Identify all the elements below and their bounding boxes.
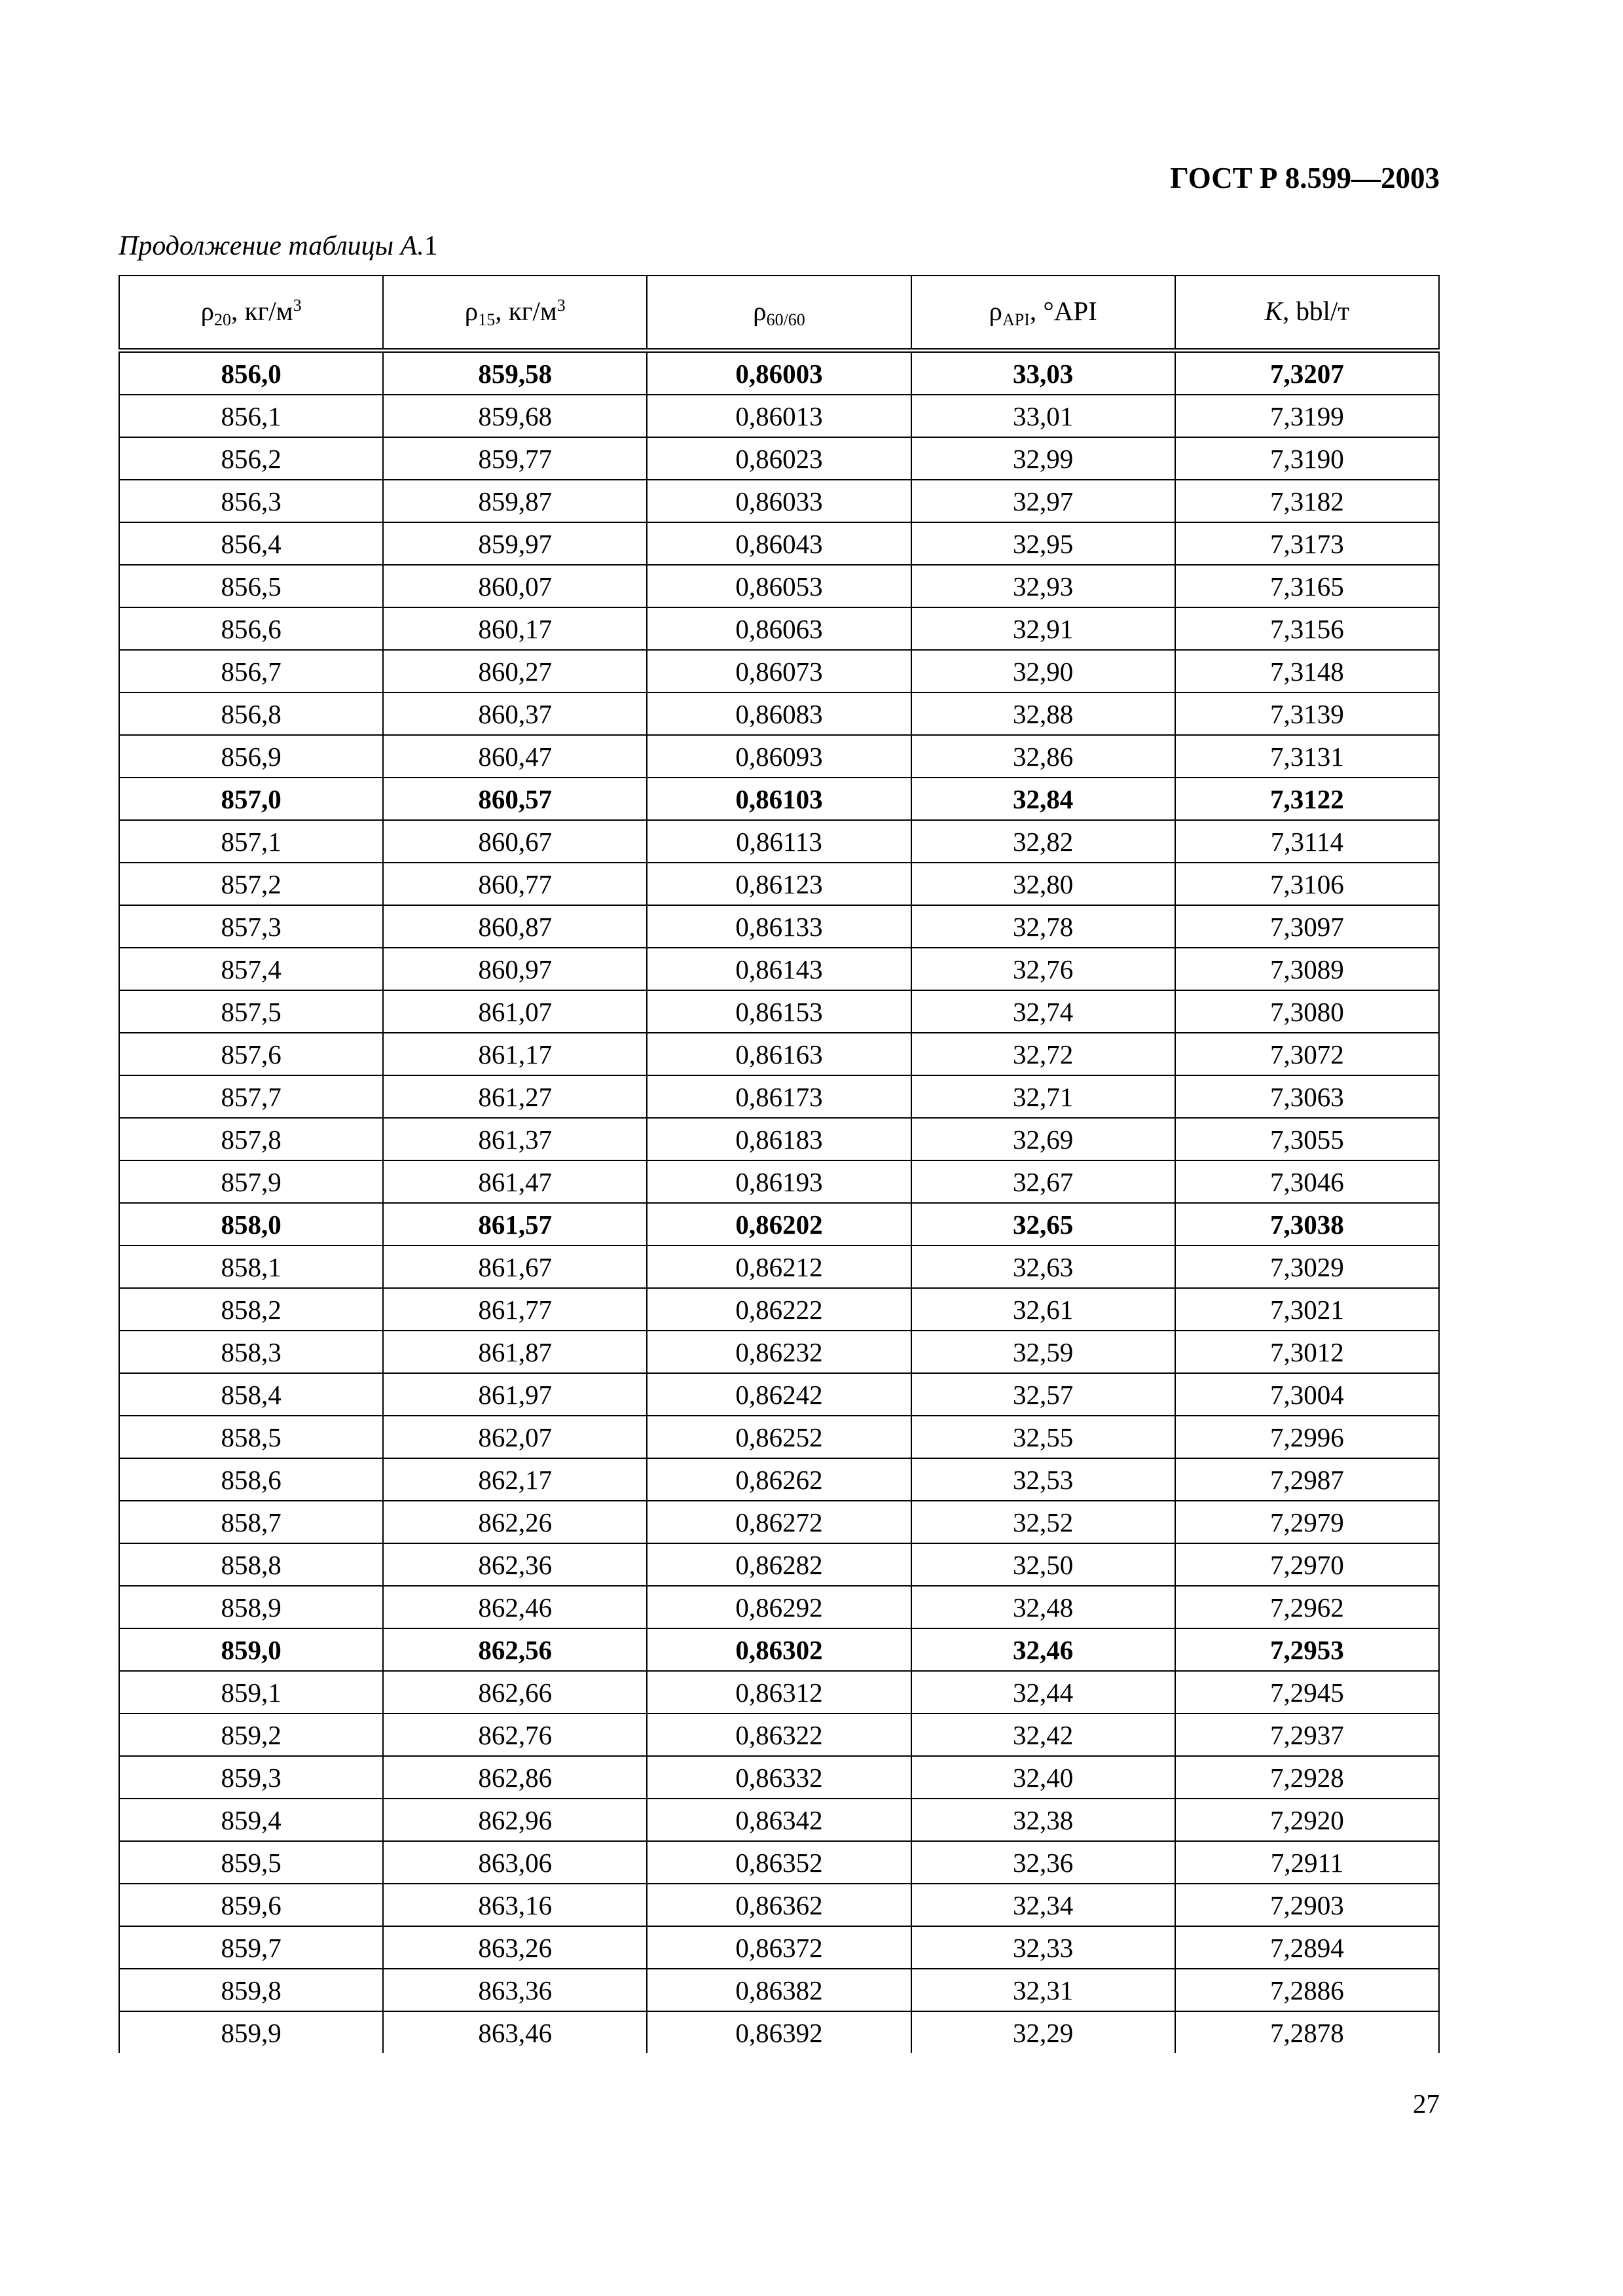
table-row — [119, 990, 1439, 1033]
cell-rho20: 859,5 — [119, 1841, 383, 1884]
cell-rho15: 860,27 — [383, 650, 647, 692]
cell-rho-api: 32,65 — [911, 1203, 1175, 1246]
cell-rho60-60: 0,86302 — [647, 1628, 911, 1671]
header-rho-api: $\rho_{API}$, °API — [911, 276, 1175, 351]
cell-rho15: 859,97 — [383, 522, 647, 565]
cell-rho15: 859,68 — [383, 395, 647, 437]
cell-rho20: 858,8 — [119, 1543, 383, 1586]
cell-rho60-60: 0,86242 — [647, 1373, 911, 1416]
cell-rho-api: 33,03 — [911, 351, 1175, 395]
density-table — [119, 275, 1440, 2053]
cell-rho-api: 32,52 — [911, 1501, 1175, 1543]
cell-rho-api: 32,97 — [911, 480, 1175, 522]
cell-rho15: 860,37 — [383, 692, 647, 735]
table-row — [119, 1160, 1439, 1203]
cell-rho20: 859,1 — [119, 1671, 383, 1713]
cell-k-bbl: 7,3182 — [1175, 480, 1439, 522]
cell-rho60-60: 0,86163 — [647, 1033, 911, 1075]
cell-rho20: 857,0 — [119, 778, 383, 820]
cell-rho20: 858,7 — [119, 1501, 383, 1543]
table-row — [119, 565, 1439, 607]
cell-rho-api: 32,57 — [911, 1373, 1175, 1416]
cell-k-bbl: 7,3029 — [1175, 1246, 1439, 1288]
cell-rho60-60: 0,86183 — [647, 1118, 911, 1160]
cell-rho20: 856,5 — [119, 565, 383, 607]
cell-rho-api: 32,69 — [911, 1118, 1175, 1160]
cell-rho15: 859,58 — [383, 351, 647, 395]
cell-rho20: 857,3 — [119, 905, 383, 948]
cell-rho15: 861,27 — [383, 1075, 647, 1118]
cell-k-bbl: 7,3004 — [1175, 1373, 1439, 1416]
cell-k-bbl: 7,3173 — [1175, 522, 1439, 565]
cell-rho60-60: 0,86173 — [647, 1075, 911, 1118]
cell-rho-api: 32,53 — [911, 1458, 1175, 1501]
cell-k-bbl: 7,2903 — [1175, 1884, 1439, 1926]
cell-rho-api: 32,90 — [911, 650, 1175, 692]
cell-rho15: 862,86 — [383, 1756, 647, 1799]
cell-rho20: 857,6 — [119, 1033, 383, 1075]
cell-rho15: 861,57 — [383, 1203, 647, 1246]
cell-rho60-60: 0,86212 — [647, 1246, 911, 1288]
table-row — [119, 480, 1439, 522]
cell-rho15: 863,16 — [383, 1884, 647, 1926]
cell-k-bbl: 7,2911 — [1175, 1841, 1439, 1884]
cell-rho15: 860,07 — [383, 565, 647, 607]
cell-k-bbl: 7,2920 — [1175, 1799, 1439, 1841]
cell-k-bbl: 7,3089 — [1175, 948, 1439, 990]
table-row — [119, 1713, 1439, 1756]
cell-k-bbl: 7,2970 — [1175, 1543, 1439, 1586]
cell-rho15: 862,36 — [383, 1543, 647, 1586]
cell-rho60-60: 0,86232 — [647, 1331, 911, 1373]
cell-k-bbl: 7,2928 — [1175, 1756, 1439, 1799]
table-row — [119, 948, 1439, 990]
cell-rho20: 857,8 — [119, 1118, 383, 1160]
cell-rho20: 858,2 — [119, 1288, 383, 1331]
cell-rho60-60: 0,86153 — [647, 990, 911, 1033]
cell-rho60-60: 0,86252 — [647, 1416, 911, 1458]
cell-rho20: 856,7 — [119, 650, 383, 692]
cell-rho15: 862,26 — [383, 1501, 647, 1543]
table-row — [119, 1628, 1439, 1671]
cell-rho60-60: 0,86103 — [647, 778, 911, 820]
table-row — [119, 1671, 1439, 1713]
cell-rho15: 861,17 — [383, 1033, 647, 1075]
cell-rho15: 860,17 — [383, 607, 647, 650]
cell-k-bbl: 7,3114 — [1175, 820, 1439, 863]
cell-rho20: 857,1 — [119, 820, 383, 863]
table-row — [119, 1501, 1439, 1543]
cell-rho-api: 32,61 — [911, 1288, 1175, 1331]
cell-k-bbl: 7,3080 — [1175, 990, 1439, 1033]
cell-rho-api: 32,36 — [911, 1841, 1175, 1884]
cell-rho-api: 32,72 — [911, 1033, 1175, 1075]
cell-k-bbl: 7,2886 — [1175, 1969, 1439, 2011]
cell-rho15: 860,87 — [383, 905, 647, 948]
cell-rho-api: 32,31 — [911, 1969, 1175, 2011]
table-row — [119, 905, 1439, 948]
cell-rho-api: 32,95 — [911, 522, 1175, 565]
cell-rho-api: 32,59 — [911, 1331, 1175, 1373]
cell-rho60-60: 0,86063 — [647, 607, 911, 650]
table-body — [119, 351, 1439, 2054]
cell-rho60-60: 0,86282 — [647, 1543, 911, 1586]
cell-rho60-60: 0,86083 — [647, 692, 911, 735]
cell-rho-api: 33,01 — [911, 395, 1175, 437]
table-row — [119, 1288, 1439, 1331]
cell-rho60-60: 0,86342 — [647, 1799, 911, 1841]
cell-rho20: 859,0 — [119, 1628, 383, 1671]
cell-rho20: 859,6 — [119, 1884, 383, 1926]
page-number: 27 — [1413, 2089, 1440, 2119]
table-caption — [119, 230, 438, 262]
table-row — [119, 1926, 1439, 1969]
cell-rho-api: 32,91 — [911, 607, 1175, 650]
cell-k-bbl: 7,3046 — [1175, 1160, 1439, 1203]
cell-rho20: 856,1 — [119, 395, 383, 437]
cell-rho60-60: 0,86202 — [647, 1203, 911, 1246]
cell-rho20: 858,1 — [119, 1246, 383, 1288]
table-row — [119, 607, 1439, 650]
cell-rho60-60: 0,86382 — [647, 1969, 911, 2011]
cell-rho60-60: 0,86262 — [647, 1458, 911, 1501]
cell-rho60-60: 0,86073 — [647, 650, 911, 692]
table-row — [119, 1033, 1439, 1075]
cell-rho20: 857,5 — [119, 990, 383, 1033]
cell-rho15: 863,46 — [383, 2011, 647, 2053]
cell-rho20: 859,9 — [119, 2011, 383, 2053]
cell-rho-api: 32,44 — [911, 1671, 1175, 1713]
cell-k-bbl: 7,2962 — [1175, 1586, 1439, 1628]
cell-rho60-60: 0,86023 — [647, 437, 911, 480]
table-row — [119, 820, 1439, 863]
cell-k-bbl: 7,3139 — [1175, 692, 1439, 735]
cell-rho60-60: 0,86043 — [647, 522, 911, 565]
cell-rho20: 857,9 — [119, 1160, 383, 1203]
header-rho15: $\rho_{15}$, $кг/м^3$ — [383, 276, 647, 351]
cell-rho-api: 32,80 — [911, 863, 1175, 905]
cell-k-bbl: 7,3063 — [1175, 1075, 1439, 1118]
cell-k-bbl: 7,2979 — [1175, 1501, 1439, 1543]
cell-rho15: 861,87 — [383, 1331, 647, 1373]
table-row — [119, 1841, 1439, 1884]
cell-rho-api: 32,33 — [911, 1926, 1175, 1969]
cell-rho-api: 32,29 — [911, 2011, 1175, 2053]
cell-rho60-60: 0,86292 — [647, 1586, 911, 1628]
table-row — [119, 650, 1439, 692]
cell-rho60-60: 0,86033 — [647, 480, 911, 522]
cell-rho-api: 32,82 — [911, 820, 1175, 863]
cell-rho20: 856,4 — [119, 522, 383, 565]
cell-rho20: 859,7 — [119, 1926, 383, 1969]
cell-rho-api: 32,50 — [911, 1543, 1175, 1586]
cell-rho15: 860,97 — [383, 948, 647, 990]
cell-rho15: 862,46 — [383, 1586, 647, 1628]
cell-rho60-60: 0,86332 — [647, 1756, 911, 1799]
cell-rho60-60: 0,86193 — [647, 1160, 911, 1203]
cell-rho15: 860,47 — [383, 735, 647, 778]
cell-rho-api: 32,74 — [911, 990, 1175, 1033]
table-row — [119, 1118, 1439, 1160]
cell-rho15: 863,36 — [383, 1969, 647, 2011]
cell-rho15: 862,66 — [383, 1671, 647, 1713]
header-rho60-60: $\rho_{60/60}$ — [647, 276, 911, 351]
cell-rho15: 861,07 — [383, 990, 647, 1033]
cell-rho20: 858,5 — [119, 1416, 383, 1458]
table-row — [119, 692, 1439, 735]
cell-rho60-60: 0,86392 — [647, 2011, 911, 2053]
cell-rho20: 858,0 — [119, 1203, 383, 1246]
cell-k-bbl: 7,3122 — [1175, 778, 1439, 820]
table-caption-text: Продолжение таблицы А. — [119, 231, 424, 261]
cell-k-bbl: 7,2987 — [1175, 1458, 1439, 1501]
cell-k-bbl: 7,3190 — [1175, 437, 1439, 480]
cell-rho-api: 32,42 — [911, 1713, 1175, 1756]
cell-rho15: 862,76 — [383, 1713, 647, 1756]
cell-rho20: 857,4 — [119, 948, 383, 990]
cell-k-bbl: 7,2894 — [1175, 1926, 1439, 1969]
cell-rho20: 856,0 — [119, 351, 383, 395]
header-k-bbl: K, bbl/т — [1175, 276, 1439, 351]
cell-k-bbl: 7,2945 — [1175, 1671, 1439, 1713]
cell-rho60-60: 0,86013 — [647, 395, 911, 437]
table-header-row — [119, 276, 1439, 351]
cell-rho60-60: 0,86003 — [647, 351, 911, 395]
cell-k-bbl: 7,3156 — [1175, 607, 1439, 650]
cell-rho-api: 32,78 — [911, 905, 1175, 948]
cell-rho60-60: 0,86053 — [647, 565, 911, 607]
cell-rho60-60: 0,86123 — [647, 863, 911, 905]
cell-rho15: 861,67 — [383, 1246, 647, 1288]
cell-rho60-60: 0,86093 — [647, 735, 911, 778]
table-row — [119, 1799, 1439, 1841]
cell-rho60-60: 0,86272 — [647, 1501, 911, 1543]
cell-rho60-60: 0,86133 — [647, 905, 911, 948]
table-row — [119, 2011, 1439, 2053]
table-row — [119, 1075, 1439, 1118]
table-row — [119, 863, 1439, 905]
cell-rho20: 856,8 — [119, 692, 383, 735]
cell-k-bbl: 7,3131 — [1175, 735, 1439, 778]
cell-rho-api: 32,88 — [911, 692, 1175, 735]
cell-rho20: 859,2 — [119, 1713, 383, 1756]
cell-rho15: 859,87 — [383, 480, 647, 522]
cell-k-bbl: 7,2953 — [1175, 1628, 1439, 1671]
cell-rho15: 863,26 — [383, 1926, 647, 1969]
cell-rho15: 862,17 — [383, 1458, 647, 1501]
cell-rho-api: 32,99 — [911, 437, 1175, 480]
cell-k-bbl: 7,3106 — [1175, 863, 1439, 905]
table-row — [119, 735, 1439, 778]
cell-rho-api: 32,76 — [911, 948, 1175, 990]
cell-rho60-60: 0,86352 — [647, 1841, 911, 1884]
cell-rho20: 858,9 — [119, 1586, 383, 1628]
cell-rho20: 856,6 — [119, 607, 383, 650]
cell-rho15: 861,47 — [383, 1160, 647, 1203]
table-row — [119, 522, 1439, 565]
table-row — [119, 395, 1439, 437]
cell-rho-api: 32,93 — [911, 565, 1175, 607]
table-row — [119, 778, 1439, 820]
cell-rho15: 862,96 — [383, 1799, 647, 1841]
cell-rho20: 856,3 — [119, 480, 383, 522]
cell-k-bbl: 7,2878 — [1175, 2011, 1439, 2053]
cell-rho-api: 32,63 — [911, 1246, 1175, 1288]
cell-rho-api: 32,40 — [911, 1756, 1175, 1799]
cell-rho-api: 32,55 — [911, 1416, 1175, 1458]
table-row — [119, 1756, 1439, 1799]
cell-rho20: 858,6 — [119, 1458, 383, 1501]
table-row — [119, 1586, 1439, 1628]
cell-rho20: 859,4 — [119, 1799, 383, 1841]
cell-k-bbl: 7,3148 — [1175, 650, 1439, 692]
table-row — [119, 437, 1439, 480]
cell-rho20: 858,3 — [119, 1331, 383, 1373]
cell-rho-api: 32,84 — [911, 778, 1175, 820]
cell-rho-api: 32,67 — [911, 1160, 1175, 1203]
cell-k-bbl: 7,3038 — [1175, 1203, 1439, 1246]
cell-rho20: 857,7 — [119, 1075, 383, 1118]
cell-rho20: 858,4 — [119, 1373, 383, 1416]
cell-k-bbl: 7,3199 — [1175, 395, 1439, 437]
cell-k-bbl: 7,2996 — [1175, 1416, 1439, 1458]
cell-rho15: 861,77 — [383, 1288, 647, 1331]
cell-rho60-60: 0,86222 — [647, 1288, 911, 1331]
table-caption-number: 1 — [424, 231, 438, 261]
cell-rho60-60: 0,86312 — [647, 1671, 911, 1713]
cell-rho15: 863,06 — [383, 1841, 647, 1884]
cell-rho15: 860,67 — [383, 820, 647, 863]
cell-rho20: 857,2 — [119, 863, 383, 905]
cell-rho-api: 32,34 — [911, 1884, 1175, 1926]
cell-rho60-60: 0,86372 — [647, 1926, 911, 1969]
cell-rho60-60: 0,86322 — [647, 1713, 911, 1756]
cell-rho20: 859,8 — [119, 1969, 383, 2011]
cell-rho15: 861,37 — [383, 1118, 647, 1160]
cell-k-bbl: 7,3207 — [1175, 351, 1439, 395]
table-row — [119, 1884, 1439, 1926]
cell-rho-api: 32,38 — [911, 1799, 1175, 1841]
table-row — [119, 1373, 1439, 1416]
cell-rho20: 859,3 — [119, 1756, 383, 1799]
cell-rho60-60: 0,86113 — [647, 820, 911, 863]
table-row — [119, 1458, 1439, 1501]
cell-k-bbl: 7,3055 — [1175, 1118, 1439, 1160]
cell-rho15: 860,57 — [383, 778, 647, 820]
cell-k-bbl: 7,3012 — [1175, 1331, 1439, 1373]
cell-rho15: 859,77 — [383, 437, 647, 480]
table-row — [119, 1543, 1439, 1586]
cell-k-bbl: 7,3165 — [1175, 565, 1439, 607]
cell-rho15: 862,07 — [383, 1416, 647, 1458]
table-row — [119, 1331, 1439, 1373]
cell-rho15: 860,77 — [383, 863, 647, 905]
table-row — [119, 1203, 1439, 1246]
cell-k-bbl: 7,2937 — [1175, 1713, 1439, 1756]
cell-rho20: 856,9 — [119, 735, 383, 778]
cell-k-bbl: 7,3097 — [1175, 905, 1439, 948]
cell-rho60-60: 0,86143 — [647, 948, 911, 990]
header-rho20: $\rho_{20}$, $кг/м^3$ — [119, 276, 383, 351]
cell-rho15: 862,56 — [383, 1628, 647, 1671]
cell-rho15: 861,97 — [383, 1373, 647, 1416]
table-row — [119, 1246, 1439, 1288]
cell-rho-api: 32,48 — [911, 1586, 1175, 1628]
table-row — [119, 351, 1439, 395]
cell-rho-api: 32,86 — [911, 735, 1175, 778]
document-id: ГОСТ Р 8.599—2003 — [1170, 162, 1440, 194]
cell-k-bbl: 7,3072 — [1175, 1033, 1439, 1075]
cell-rho20: 856,2 — [119, 437, 383, 480]
table-row — [119, 1969, 1439, 2011]
table-row — [119, 1416, 1439, 1458]
cell-rho-api: 32,71 — [911, 1075, 1175, 1118]
cell-rho60-60: 0,86362 — [647, 1884, 911, 1926]
cell-k-bbl: 7,3021 — [1175, 1288, 1439, 1331]
cell-rho-api: 32,46 — [911, 1628, 1175, 1671]
